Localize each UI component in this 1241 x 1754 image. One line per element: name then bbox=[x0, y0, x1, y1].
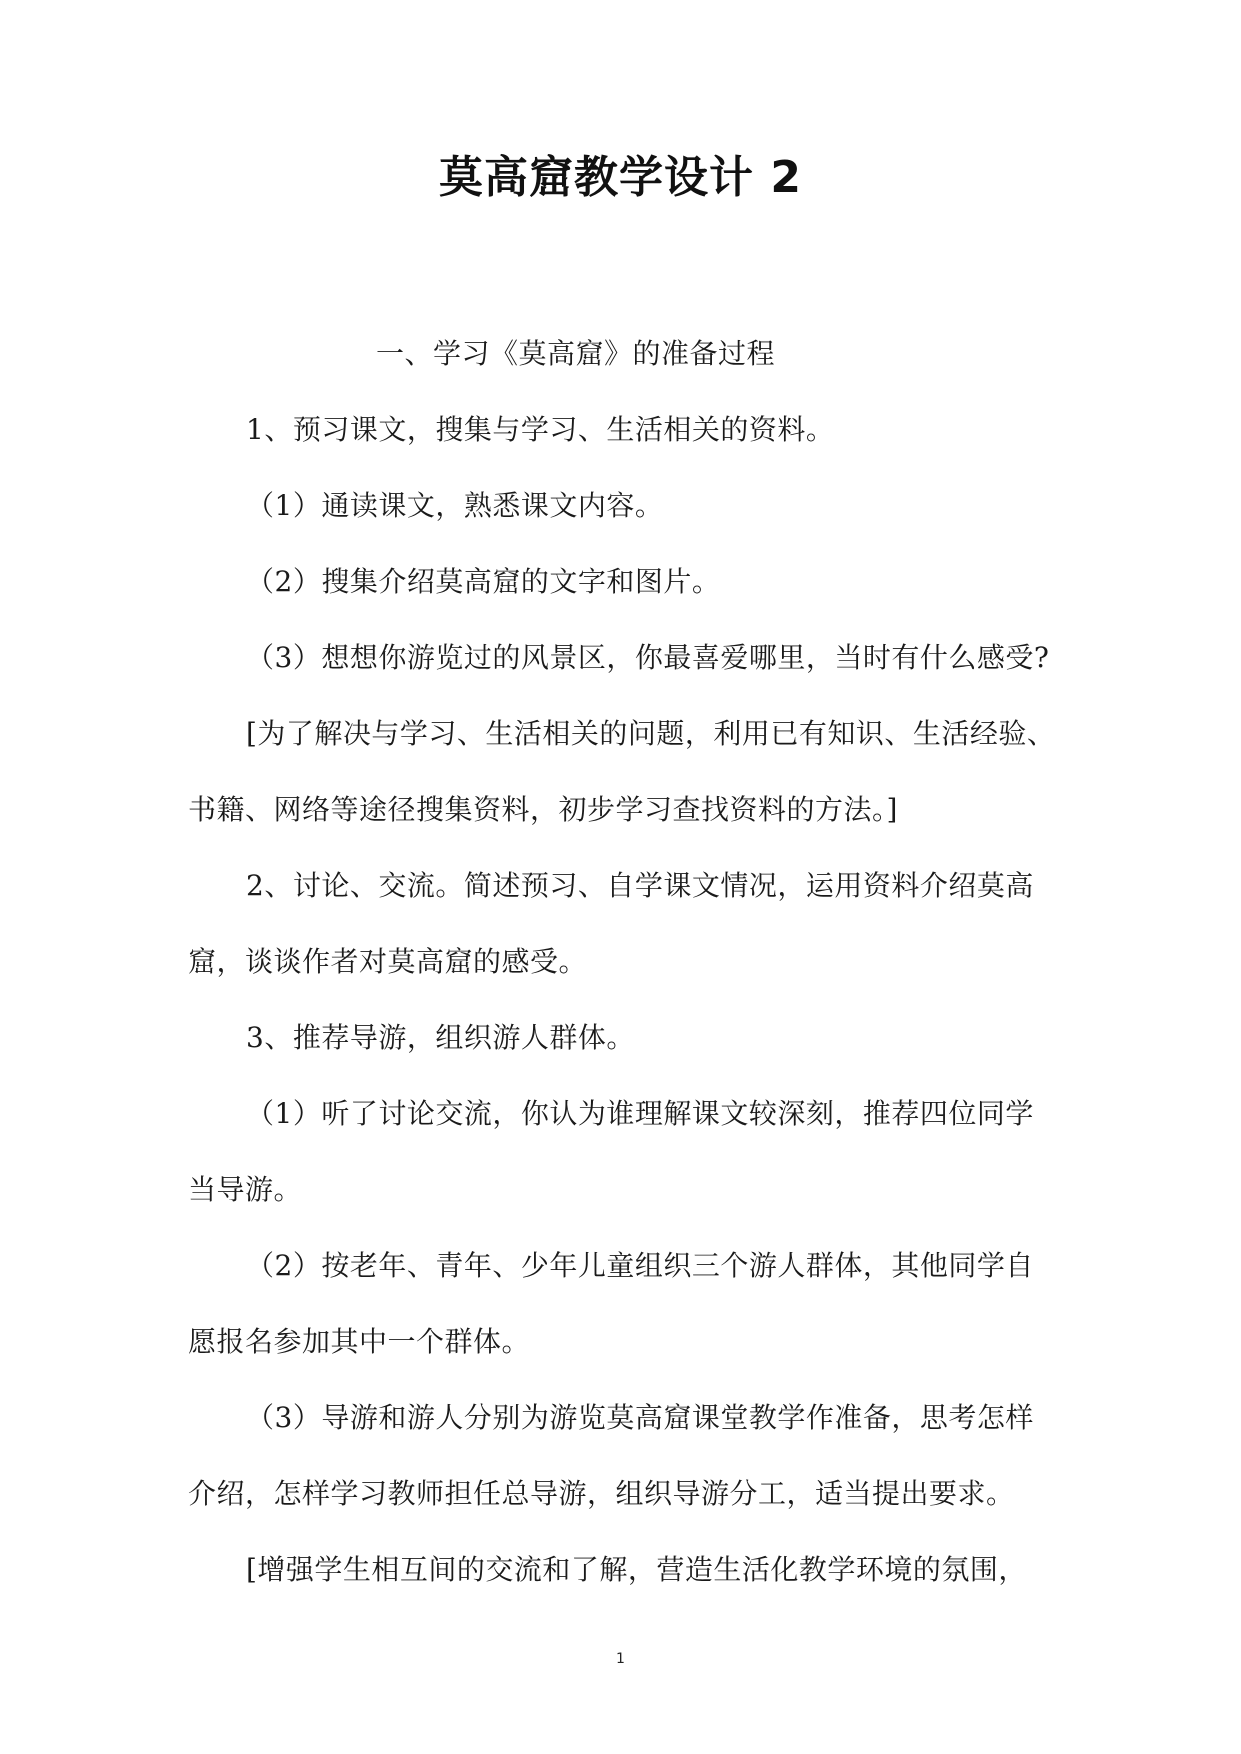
paragraph-line: （2）按老年、青年、少年儿童组织三个游人群体，其他同学自 bbox=[246, 1249, 1034, 1282]
paragraph-line: 介绍，怎样学习教师担任总导游，组织导游分工，适当提出要求。 bbox=[188, 1477, 1015, 1510]
page-number: 1 bbox=[616, 1651, 625, 1667]
paragraph-line: 1、预习课文，搜集与学习、生活相关的资料。 bbox=[246, 413, 835, 446]
paragraph-line: （1）听了讨论交流，你认为谁理解课文较深刻，推荐四位同学 bbox=[246, 1097, 1034, 1130]
paragraph-line: 当导游。 bbox=[188, 1173, 303, 1206]
paragraph-line: （3）想想你游览过的风景区，你最喜爱哪里，当时有什么感受? bbox=[246, 641, 1050, 674]
paragraph-line: （1）通读课文，熟悉课文内容。 bbox=[246, 489, 664, 522]
paragraph-line: 愿报名参加其中一个群体。 bbox=[188, 1325, 531, 1358]
document-title: 莫高窟教学设计 2 bbox=[439, 152, 802, 203]
paragraph-line: [为了解决与学习、生活相关的问题，利用已有知识、生活经验、 bbox=[246, 717, 1056, 750]
paragraph-line: 窟，谈谈作者对莫高窟的感受。 bbox=[188, 945, 588, 978]
paragraph-line: 2、讨论、交流。简述预习、自学课文情况，运用资料介绍莫高 bbox=[246, 869, 1034, 902]
paragraph-line: 3、推荐导游，组织游人群体。 bbox=[246, 1021, 635, 1054]
paragraph-line: [增强学生相互间的交流和了解，营造生活化教学环境的氛围， bbox=[246, 1553, 1027, 1586]
paragraph-line: 书籍、网络等途径搜集资料，初步学习查找资料的方法。] bbox=[188, 793, 898, 826]
section-heading: 一、学习《莫高窟》的准备过程 bbox=[376, 337, 776, 370]
paragraph-line: （3）导游和游人分别为游览莫高窟课堂教学作准备，思考怎样 bbox=[246, 1401, 1034, 1434]
paragraph-line: （2）搜集介绍莫高窟的文字和图片。 bbox=[246, 565, 721, 598]
